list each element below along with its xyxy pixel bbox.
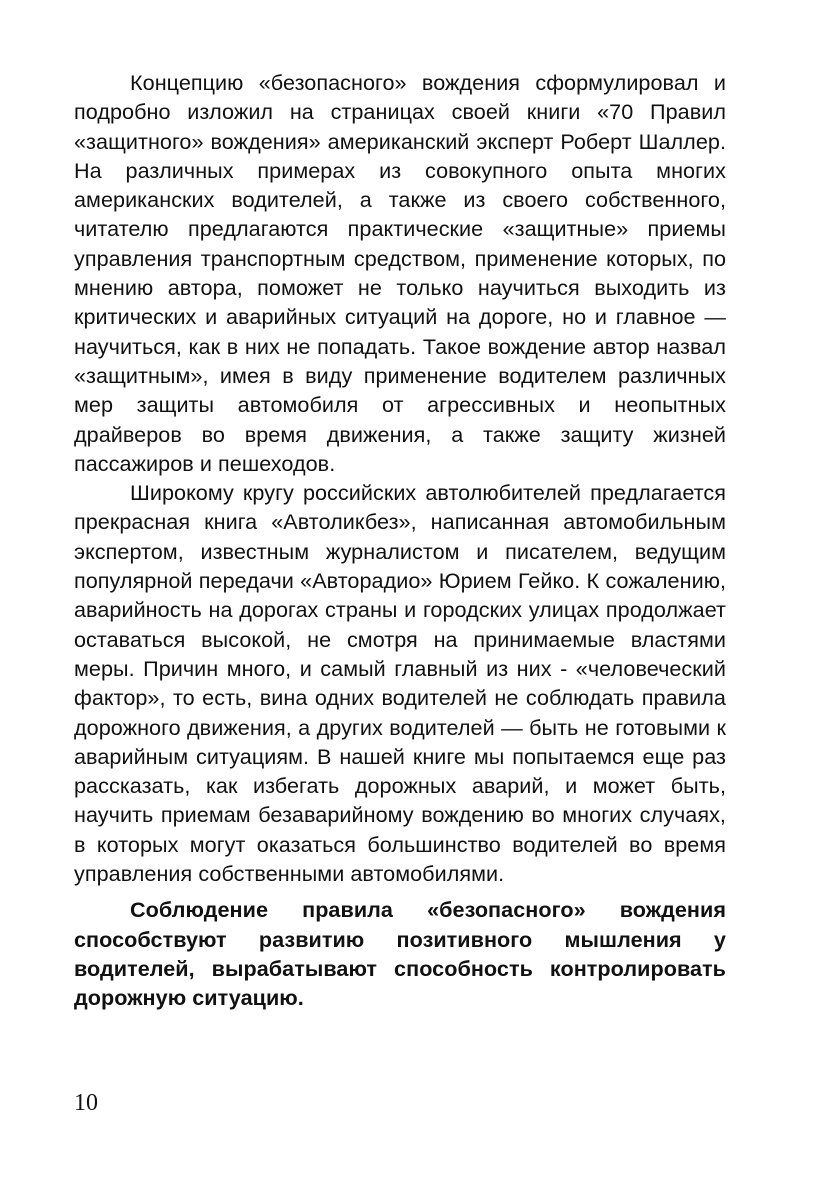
paragraph-concept: Концепцию «безопасного» вождения сформулировал и подробно изложил на страницах своей книги «70 Правил «защитного» вождения» американский эксперт Роберт Шаллер. На различных примерах из совокупного опыта многих американских водителей, а также из своего собственного, читателю предлагаются практические «защитные» приемы управления транспортным средством, применение которых, по мнению автора, поможет не только научиться выходить из критических и аварийных ситуаций на дороге, но и главное — научиться, как в них не попадать. Такое вождение автор назвал «защитным», имея в виду применение водителем различных мер защиты автомобиля от агрессивных и неопытных драйверов во время движения, а также защиту жизней пассажиров и пешеходов. [74, 70, 726, 476]
page-number: 10 [74, 1090, 98, 1116]
paragraph-autolikbez: Широкому кругу российских автолюбителей предлагается прекрасная книга «Автоликбез», написанная автомобильным экспертом, известным журналистом и писателем, ведущим популярной передачи «Авторадио» Юрием Гейко. К сожалению, аварийность на дорогах страны и городских улицах продолжает оставаться высокой, не смотря на принимаемые властями меры. Причин много, и самый главный из них - «человеческий фактор», то есть, вина одних водителей не соблюдать правила дорожного движения, а других водителей — быть не готовыми к аварийным ситуациям. В нашей книге мы попытаемся еще раз рассказать, как избегать дорожных аварий, и может быть, научить приемам безаварийному вождению во многих случаях, в которых могут оказаться большинство водителей во время управления собственными автомобилями. [74, 480, 726, 887]
page-body [74, 68, 726, 1013]
paragraph-emphasis: Соблюдение правила «безопасного» вождения способствуют развитию позитивного мышления у водителей, вырабатывают способность контролировать дорожную ситуацию. [74, 897, 726, 1011]
